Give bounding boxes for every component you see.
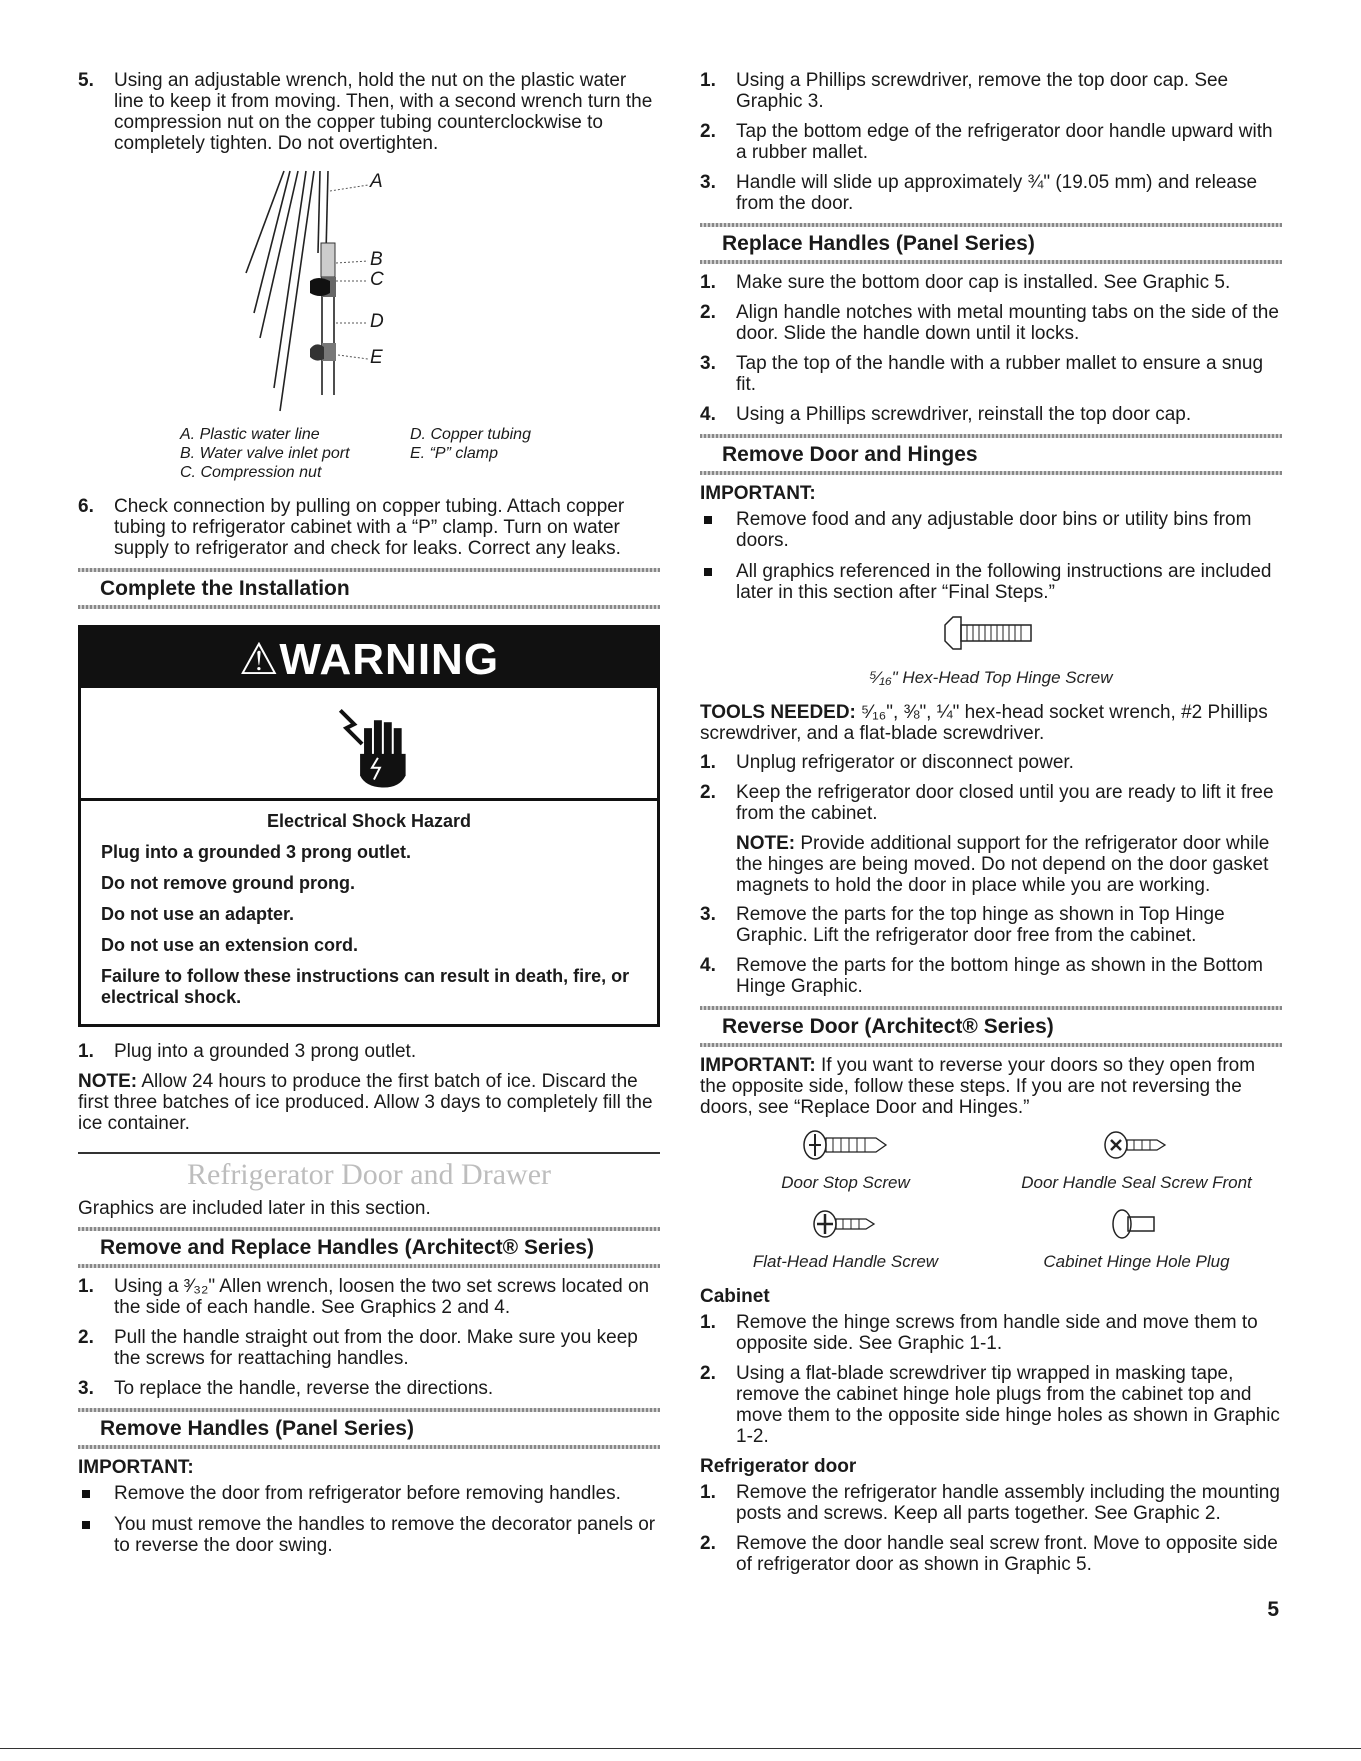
water-line-illustration — [78, 163, 660, 425]
step-text: Check connection by pulling on copper tubing. Attach copper tubing to refrigerator cabinet with a “P” clamp. Turn on water supply to refrigerator and check for leaks. Correct any leaks. — [114, 496, 625, 559]
step-number: 5. — [78, 70, 94, 91]
step-5 — [78, 70, 660, 154]
step-text: Tap the bottom edge of the refrigerator door handle upward with a rubber mallet. — [736, 121, 1273, 163]
screw-label: Door Stop Screw — [781, 1173, 910, 1192]
bullet-item — [78, 1483, 660, 1504]
refrigerator-door-label: Refrigerator door — [700, 1456, 857, 1477]
step-text: Remove the hinge screws from handle side and move them to opposite side. See Graphic 1-1. — [736, 1312, 1258, 1354]
cabinet-label: Cabinet — [700, 1286, 770, 1307]
hex-head-screw-icon — [941, 613, 1041, 653]
step-item — [700, 404, 1282, 425]
note-label: NOTE: — [78, 1071, 138, 1092]
step-text: Pull the handle straight out from the door. Make sure you keep the screws for reattaching handles. — [114, 1327, 638, 1369]
section-title: Complete the Installation — [100, 577, 350, 600]
section-complete-installation — [78, 568, 660, 609]
tools-needed — [700, 702, 1282, 744]
figure-label-c: C — [370, 269, 384, 290]
step-item — [78, 1378, 660, 1399]
door-stop-screw — [700, 1128, 991, 1207]
step-number: 1. — [700, 1312, 716, 1333]
chapter-rule — [78, 1152, 660, 1154]
reverse-important — [700, 1055, 1282, 1118]
step-text: Handle will slide up approximately ¾" (19.05 mm) and release from the door. — [736, 172, 1258, 214]
step-number: 1. — [78, 1276, 94, 1297]
figure-label-e: E — [370, 347, 383, 368]
important-label: IMPORTANT: — [700, 1055, 816, 1076]
note-label: NOTE: — [736, 833, 796, 854]
legend-item: D. Copper tubing — [410, 426, 531, 443]
electric-shock-icon — [81, 688, 657, 801]
figure-label-d: D — [370, 311, 384, 332]
flat-head-screw — [700, 1207, 991, 1280]
warning-line: Do not use an adapter. — [101, 904, 295, 924]
section-rule — [78, 1264, 660, 1268]
bullet-item — [700, 509, 1282, 551]
chapter-title: Refrigerator Door and Drawer — [187, 1158, 551, 1191]
screw-label: Cabinet Hinge Hole Plug — [1043, 1252, 1230, 1271]
step-text: Using a Phillips screwdriver, remove the top door cap. See Graphic 3. — [736, 70, 1229, 112]
section-rule — [700, 260, 1282, 264]
warning-triangle-icon: ⚠ — [238, 635, 280, 684]
step-item — [78, 1327, 660, 1369]
screw-label: Door Handle Seal Screw Front — [1021, 1173, 1252, 1192]
step-number: 3. — [700, 353, 716, 374]
warning-header — [81, 628, 657, 688]
step-text: Remove the parts for the bottom hinge as shown in the Bottom Hinge Graphic. — [736, 955, 1264, 997]
important-text: If you want to reverse your doors so they open from the opposite side, follow these steps. If you are not reversing the doors, see “Replace Door and Hinges.” — [700, 1055, 1256, 1118]
step-number: 6. — [78, 496, 94, 517]
section-title: Remove and Replace Handles (Architect® Series) — [100, 1236, 594, 1259]
step-text: Align handle notches with metal mounting tabs on the side of the door. Slide the handle down until it locks. — [736, 302, 1279, 344]
step-item — [700, 1482, 1282, 1524]
step-item — [700, 1363, 1282, 1447]
step-number: 1. — [78, 1041, 94, 1062]
figure-label-a: A — [370, 171, 383, 192]
important-label: IMPORTANT: — [700, 483, 816, 504]
step-item — [700, 752, 1282, 773]
step-item — [700, 272, 1282, 293]
step-number: 2. — [700, 121, 716, 142]
warning-title: WARNING — [279, 635, 500, 684]
graphics-note: Graphics are included later in this section. — [78, 1198, 431, 1219]
step-item — [700, 955, 1282, 997]
handle-seal-screw-icon — [1102, 1128, 1172, 1162]
step-6 — [78, 496, 660, 559]
tools-text: ⁵⁄₁₆", ⅜", ¼" hex-head socket wrench, #2 Phillips screwdriver, and a flat-blade screwdriver. — [700, 702, 1268, 744]
step-number: 3. — [700, 904, 716, 925]
ice-note — [78, 1071, 660, 1134]
water-line-figure — [78, 163, 660, 425]
figure-legend — [180, 425, 660, 482]
legend-item: B. Water valve inlet port — [180, 445, 350, 462]
hinge-hole-plug-icon — [1102, 1207, 1172, 1241]
screw-caption: ⁵⁄₁₆" Hex-Head Top Hinge Screw — [869, 668, 1113, 687]
right-column — [700, 70, 1282, 1584]
page-number: 5 — [1267, 1598, 1279, 1621]
warning-body — [81, 801, 657, 1024]
step-text: Unplug refrigerator or disconnect power. — [736, 752, 1074, 773]
section-handles-architect — [78, 1227, 660, 1268]
step-number: 1. — [700, 70, 716, 91]
handle-seal-screw — [991, 1128, 1282, 1207]
bullet-square-icon — [82, 1521, 90, 1529]
section-title: Reverse Door (Architect® Series) — [722, 1015, 1054, 1038]
warning-hazard: Electrical Shock Hazard — [266, 811, 472, 831]
door-stop-screw-icon — [801, 1128, 891, 1162]
step-item — [700, 1312, 1282, 1354]
step-item — [700, 172, 1282, 214]
step-number: 1. — [700, 272, 716, 293]
step-number: 2. — [700, 302, 716, 323]
step-number: 1. — [700, 1482, 716, 1503]
bullet-item — [700, 561, 1282, 603]
step-number: 3. — [700, 172, 716, 193]
note-text: Allow 24 hours to produce the first batch of ice. Discard the first three batches of ice produced. Allow 3 days to completely fill the ice container. — [78, 1071, 653, 1134]
warning-line: Do not remove ground prong. — [101, 873, 355, 893]
warning-line: Failure to follow these instructions can result in death, fire, or electrical shock. — [101, 966, 630, 1007]
section-remove-door — [700, 434, 1282, 475]
bullet-square-icon — [704, 568, 712, 576]
bullet-square-icon — [704, 516, 712, 524]
important-label: IMPORTANT: — [78, 1457, 194, 1478]
step-text: To replace the handle, reverse the directions. — [114, 1378, 494, 1399]
step-number: 4. — [700, 404, 716, 425]
step-number: 2. — [700, 782, 716, 803]
step-text: Remove the refrigerator handle assembly including the mounting posts and screws. Keep all parts together. See Graphic 2. — [736, 1482, 1280, 1524]
note-text: Provide additional support for the refrigerator door while the hinges are being moved. Do not depend on the door gasket magnets to hold the door in place while you are working. — [736, 833, 1270, 896]
bullet-text: You must remove the handles to remove the decorator panels or to reverse the door swing. — [114, 1514, 656, 1556]
left-column — [78, 70, 660, 1566]
screw-grid — [700, 1128, 1282, 1280]
figure-label-b: B — [370, 249, 383, 270]
legend-item — [410, 463, 630, 482]
step-number: 2. — [700, 1533, 716, 1554]
step-item — [700, 70, 1282, 112]
warning-line: Do not use an extension cord. — [101, 935, 359, 955]
step-number: 1. — [700, 752, 716, 773]
section-handles-panel — [78, 1408, 660, 1449]
bullet-text: Remove the door from refrigerator before removing handles. — [114, 1483, 621, 1504]
step-text: Using an adjustable wrench, hold the nut on the plastic water line to keep it from moving. Then, with a second wrench turn the compression nut on the copper tubing counterclockwise to completely tighten. Do not overtighten. — [114, 70, 653, 154]
flat-head-screw-icon — [811, 1207, 881, 1241]
section-rule — [78, 605, 660, 609]
section-rule — [700, 471, 1282, 475]
step-item — [700, 782, 1282, 824]
step-text: Make sure the bottom door cap is installed. See Graphic 5. — [736, 272, 1231, 293]
legend-item: A. Plastic water line — [180, 426, 320, 443]
step-item — [700, 1533, 1282, 1575]
step-text: Remove the parts for the top hinge as shown in Top Hinge Graphic. Lift the refrigerator door free from the cabinet. — [736, 904, 1225, 946]
step-number: 3. — [78, 1378, 94, 1399]
section-rule — [78, 1445, 660, 1449]
step-item — [700, 121, 1282, 163]
tools-label: TOOLS NEEDED: — [700, 702, 856, 723]
legend-item: C. Compression nut — [180, 464, 322, 481]
bottom-rule — [0, 1748, 1361, 1749]
step-text: Keep the refrigerator door closed until you are ready to lift it free from the cabinet. — [736, 782, 1274, 824]
step-item — [700, 302, 1282, 344]
step-text: Remove the door handle seal screw front. Move to opposite side of refrigerator door as shown in Graphic 5. — [736, 1533, 1278, 1575]
door-note — [700, 833, 1282, 896]
step-item — [78, 1276, 660, 1318]
step-item — [700, 353, 1282, 395]
plug-step — [78, 1041, 660, 1062]
step-number: 2. — [78, 1327, 94, 1348]
section-reverse-door — [700, 1006, 1282, 1047]
section-replace-panel — [700, 223, 1282, 264]
step-text: Using a flat-blade screwdriver tip wrapped in masking tape, remove the cabinet hinge hole plugs from the cabinet top and move them to the opposite side hinge holes as shown in Graphic 1-2. — [736, 1363, 1280, 1447]
bullet-text: All graphics referenced in the following instructions are included later in this section after “Final Steps.” — [736, 561, 1272, 603]
section-title: Remove Handles (Panel Series) — [100, 1417, 414, 1440]
bullet-text: Remove food and any adjustable door bins or utility bins from doors. — [736, 509, 1252, 551]
bullet-square-icon — [82, 1490, 90, 1498]
step-text: Tap the top of the handle with a rubber mallet to ensure a snug fit. — [736, 353, 1264, 395]
step-text: Using a Phillips screwdriver, reinstall the top door cap. — [736, 404, 1192, 425]
warning-line: Plug into a grounded 3 prong outlet. — [101, 842, 411, 862]
hinge-screw-figure — [700, 613, 1282, 688]
step-item — [700, 904, 1282, 946]
step-text: Plug into a grounded 3 prong outlet. — [114, 1041, 417, 1062]
hinge-hole-plug — [991, 1207, 1282, 1280]
section-title: Remove Door and Hinges — [722, 443, 978, 466]
step-number: 4. — [700, 955, 716, 976]
warning-box — [78, 625, 660, 1027]
legend-item: E. “P” clamp — [410, 445, 499, 462]
bullet-item — [78, 1514, 660, 1556]
section-rule — [700, 1043, 1282, 1047]
section-title: Replace Handles (Panel Series) — [722, 232, 1035, 255]
screw-label: Flat-Head Handle Screw — [752, 1252, 939, 1271]
step-number: 2. — [700, 1363, 716, 1384]
step-text: Using a ³⁄₃₂" Allen wrench, loosen the two set screws located on the side of each handle. See Graphics 2 and 4. — [114, 1276, 650, 1318]
